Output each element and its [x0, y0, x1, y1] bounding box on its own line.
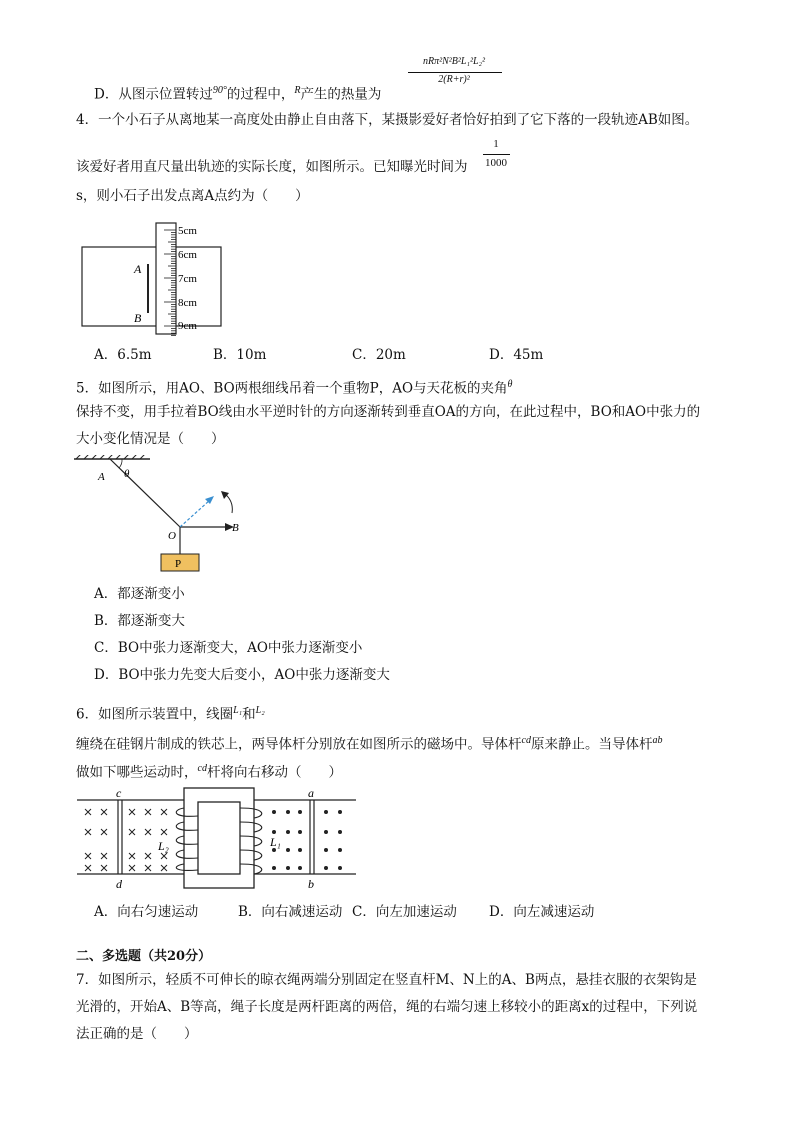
q7-stem-line3: 法正确的是（ ） [76, 1026, 198, 1042]
q3-text-a: D．从图示位置转过 [94, 86, 213, 103]
q4-option-a[interactable]: A．6.5m [94, 347, 152, 363]
field-dot-mark [338, 830, 342, 834]
field-dot-mark [324, 848, 328, 852]
q6-stem-line2 [76, 732, 662, 754]
q6-stem-line1 [76, 702, 265, 724]
q6-option-a[interactable]: A．向右匀速运动 [94, 904, 199, 920]
field-dot-mark [286, 830, 290, 834]
field-dot-mark [286, 848, 290, 852]
q4-fraction-denominator: 1000 [485, 157, 507, 169]
angle-arc [119, 459, 122, 468]
field-cross-mark [85, 809, 91, 815]
q6-ab: ab [652, 735, 663, 746]
q7-stem-line2: 光滑的，开始A、B等高，绳子长度是两杆距离的两倍，绳的右端匀速上移较小的距离x的过程中，下列说 [76, 999, 698, 1015]
field-dot-mark [338, 848, 342, 852]
q6-cd-2: cd [197, 763, 207, 774]
q3-fraction-bar [408, 72, 502, 73]
photo-frame [82, 247, 221, 326]
q4-fraction-bar [483, 154, 510, 155]
field-cross-mark [129, 853, 135, 859]
ruler-label-5cm: 5cm [178, 225, 197, 237]
field-cross-mark [161, 865, 167, 871]
q3-r-symbol: R [294, 85, 301, 96]
field-dot-mark [338, 810, 342, 814]
section-heading-multi-choice: 二、多选题（共20分） [76, 949, 212, 964]
label-c: c [116, 786, 122, 800]
q6-text-e: 杆将向右移动（ ） [206, 764, 342, 781]
q6-text-d: 做如下哪些运动时， [76, 764, 198, 781]
field-cross-mark [145, 853, 151, 859]
field-dot-mark [272, 830, 276, 834]
q6-option-c[interactable]: C．向左加速运动 [352, 904, 457, 920]
q3-degree: 90° [212, 85, 227, 96]
q3-text-c: 产生的热量为 [300, 86, 382, 103]
field-cross-mark [101, 865, 107, 871]
q4-stem-line2: 该爱好者用直尺量出轨迹的实际长度，如图所示。已知曝光时间为 [76, 159, 468, 175]
q6-transformer-figure [74, 786, 364, 896]
q3-text-b: 的过程中， [226, 86, 295, 103]
field-cross-mark [161, 809, 167, 815]
field-cross-mark [145, 829, 151, 835]
field-dot-mark [272, 810, 276, 814]
q4-option-b[interactable]: B．10m [213, 347, 267, 363]
q5-option-a[interactable]: A．都逐渐变小 [94, 586, 185, 602]
q6-l1: L₁ [233, 705, 243, 716]
field-dot-mark [298, 830, 302, 834]
q6-text-b: 缠绕在硅钢片制成的铁芯上，两导体杆分别放在如图所示的磁场中。导体杆 [76, 736, 522, 753]
field-dot-mark [298, 848, 302, 852]
field-cross-mark [129, 829, 135, 835]
magnetic-field-out-of-page [272, 810, 342, 870]
field-cross-mark [145, 809, 151, 815]
q6-text-a: 6．如图所示装置中，线圈 [76, 706, 234, 723]
field-dot-mark [272, 866, 276, 870]
field-cross-mark [85, 829, 91, 835]
q3-option-d [94, 82, 381, 104]
iron-core-outer [184, 788, 254, 888]
ruler-label-8cm: 8cm [178, 297, 197, 309]
field-cross-mark [85, 865, 91, 871]
ruler-label-9cm: 9cm [178, 320, 197, 332]
rotation-arrow-head [221, 491, 229, 499]
theta-label: θ [124, 468, 130, 480]
iron-core-inner [198, 802, 240, 874]
q5-option-b[interactable]: B．都逐渐变大 [94, 613, 185, 629]
field-cross-mark [161, 829, 167, 835]
q5-stem-line1 [76, 376, 512, 398]
q5-stem-line2: 保持不变，用手拉着BO线由水平逆时针的方向逐渐转到垂直OA的方向，在此过程中，BO和AO中张力的 [76, 404, 701, 420]
q3-fraction-numerator: nRπ²N²B²L₁²L₂² [423, 56, 485, 67]
weight-p-label: P [175, 558, 182, 570]
coil-l2 [176, 808, 198, 870]
field-cross-mark [161, 853, 167, 859]
q4-fraction-numerator: 1 [493, 138, 499, 150]
magnetic-field-into-page [85, 809, 167, 871]
q4-option-c[interactable]: C．20m [352, 347, 406, 363]
point-a-label: A [98, 471, 105, 483]
ruler-label-7cm: 7cm [178, 273, 197, 285]
field-dot-mark [286, 810, 290, 814]
q6-option-b[interactable]: B．向右减速运动 [238, 904, 343, 920]
q6-cd: cd [521, 735, 531, 746]
field-cross-mark [129, 865, 135, 871]
ruler-label-6cm: 6cm [178, 249, 197, 261]
q4-option-d[interactable]: D．45m [489, 347, 544, 363]
q7-stem-line1: 7．如图所示，轻质不可伸长的晾衣绳两端分别固定在竖直杆M、N上的A、B两点，悬挂衣服的衣架钩是 [76, 972, 697, 988]
q5-option-c[interactable]: C．BO中张力逐渐变大，AO中张力逐渐变小 [94, 640, 363, 656]
q5-stem-text: 5．如图所示，用AO、BO两根细线吊着一个重物P，AO与天花板的夹角 [76, 380, 508, 397]
point-b-label: B [134, 311, 142, 325]
field-cross-mark [101, 853, 107, 859]
q4-stem-line3: s，则小石子出发点离A点约为（ ） [76, 188, 309, 204]
q4-ruler-figure [78, 220, 238, 338]
rotated-direction [180, 500, 210, 527]
field-cross-mark [145, 865, 151, 871]
field-cross-mark [85, 853, 91, 859]
string-ao [110, 459, 180, 527]
label-d: d [116, 877, 122, 891]
field-dot-mark [286, 866, 290, 870]
label-l1: L₁ [270, 835, 281, 849]
point-o-label: O [168, 530, 176, 542]
q6-and: 和 [242, 706, 256, 723]
coil-l1 [240, 808, 262, 874]
point-b-label: B [232, 522, 239, 534]
field-dot-mark [324, 866, 328, 870]
field-cross-mark [101, 829, 107, 835]
field-dot-mark [338, 866, 342, 870]
q5-theta: θ [507, 379, 513, 390]
q6-option-d[interactable]: D．向左减速运动 [489, 904, 595, 920]
q5-force-figure [74, 455, 254, 575]
field-dot-mark [298, 810, 302, 814]
q6-text-c: 原来静止。当导体杆 [530, 736, 653, 753]
field-cross-mark [129, 809, 135, 815]
point-a-label: A [134, 262, 142, 276]
q6-stem-line3 [76, 760, 342, 782]
q6-l2: L₂ [255, 705, 265, 716]
field-cross-mark [101, 809, 107, 815]
label-a: a [308, 786, 314, 800]
field-dot-mark [298, 866, 302, 870]
q5-stem-line3: 大小变化情况是（ ） [76, 431, 225, 447]
q3-fraction-denominator: 2(R+r)² [438, 74, 470, 85]
label-l2: L₂ [158, 839, 169, 853]
field-dot-mark [324, 830, 328, 834]
label-b: b [308, 877, 314, 891]
field-dot-mark [324, 810, 328, 814]
q5-option-d[interactable]: D．BO中张力先变大后变小，AO中张力逐渐变大 [94, 667, 390, 683]
q4-stem-line1: 4．一个小石子从离地某一高度处由静止自由落下，某摄影爱好者恰好拍到了它下落的一段轨迹AB如图。 [76, 112, 699, 128]
